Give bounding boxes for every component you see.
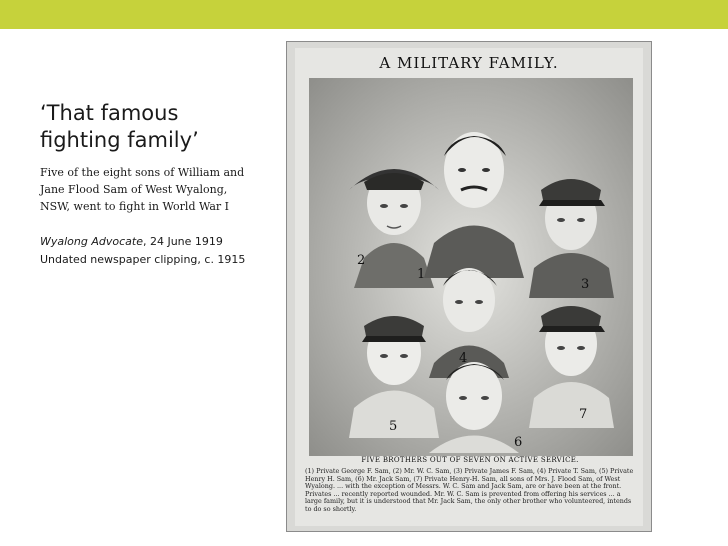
portrait-number-7: 7: [579, 407, 588, 422]
source-note: Undated newspaper clipping, c. 1915: [40, 253, 246, 266]
source-citation: [40, 233, 250, 269]
portrait-number-2: 2: [357, 253, 366, 268]
clipping-paper: [295, 48, 643, 526]
portrait-number-4: 4: [459, 351, 468, 366]
source-publication: Wyalong Advocate: [40, 235, 143, 248]
caption-block: [40, 100, 250, 269]
newspaper-clipping: [286, 41, 652, 532]
clipping-headline: A MILITARY FAMILY.: [379, 54, 559, 72]
portrait-collage: [309, 78, 633, 456]
portrait-number-5: 5: [389, 419, 398, 434]
top-accent-bar: [0, 0, 728, 29]
portrait-collage-art: [309, 78, 633, 456]
portrait-number-6: 6: [514, 435, 523, 450]
photo-caption: FIVE BROTHERS OUT OF SEVEN ON ACTIVE SERVICE.: [361, 456, 579, 464]
source-date: , 24 June 1919: [142, 235, 223, 248]
source-line: [40, 233, 250, 251]
clipping-body-text: (1) Private George F. Sam, (2) Mr. W. C. Sam, (3) Private James F. Sam, (4) Private T. Sam, (5) Private Henry H. Sam, (6) Mr. Jack Sam, (7) Private Henry-H. Sam, all sons of Mrs. J. Flood Sam, of West Wyalong. ... with the exception of Messrs. W. C. Sam and Jack Sam, are or have been at the front. Privates ... recently reported wounded. Mr. W. C. Sam is prevented from offering his services ... a large family, but it is understood that Mr. Jack Sam, the only other brother who volunteered, intends to do so shortly.: [305, 468, 634, 513]
slide-description: Five of the eight sons of William and Jane Flood Sam of West Wyalong, NSW, went to fight in World War I: [40, 166, 245, 213]
portrait-number-3: 3: [581, 277, 590, 292]
portrait-number-1: 1: [417, 267, 426, 282]
slide-title: ‘That famous fighting family’: [40, 101, 199, 152]
